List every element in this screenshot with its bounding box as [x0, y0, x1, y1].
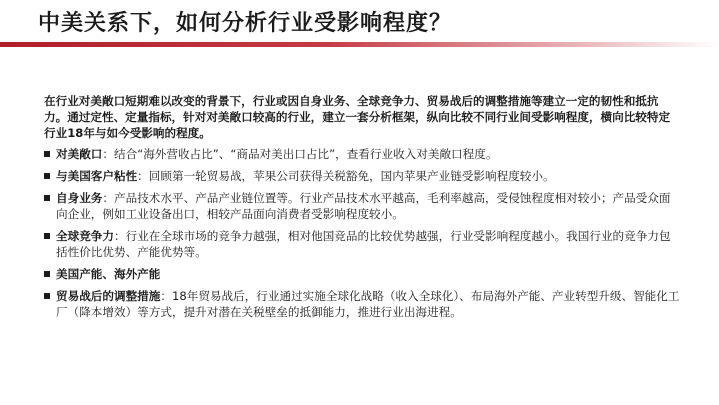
bullet-label: 全球竞争力	[56, 229, 114, 243]
bullet-text: 产品技术水平、产品产业链位置等。行业产品技术水平越高，毛利率越高，受侵蚀程度相对较小；产品受众面向企业，例如工业设备出口，相较产品面向消费者受影响程度较小。	[56, 191, 671, 221]
bullet-item	[44, 190, 680, 222]
bullet-label: 自身业务	[56, 191, 103, 205]
bullet-label: 与美国客户粘性	[56, 169, 138, 183]
bullet-item	[44, 168, 680, 184]
bullet-text: 18年贸易战后，行业通过实施全球化战略（收入全球化）、布局海外产能、产业转型升级、智能化工厂（降本增效）等方式，提升对潜在关税壁垒的抵御能力，推进行业出海进程。	[56, 289, 680, 319]
bullet-text: 行业在全球市场的竞争力越强，相对他国竞品的比较优势越强，行业受影响程度越小。我国行业的竞争力包括性价比优势、产能优势等。	[56, 229, 671, 259]
bullet-separator: ：	[113, 229, 126, 243]
bullet-text: 回顾第一轮贸易战，苹果公司获得关税豁免，国内苹果产业链受影响程度较小。	[148, 169, 555, 183]
bullet-separator: ：	[137, 169, 149, 183]
bullet-separator: ：	[102, 191, 114, 205]
bullet-separator: ：	[160, 289, 172, 303]
bullet-label: 对美敞口	[56, 147, 103, 161]
bullet-label: 美国产能、海外产能	[56, 267, 161, 281]
slide-body	[44, 93, 680, 326]
bullet-separator: ：	[102, 147, 114, 161]
bullet-item	[44, 228, 680, 260]
bullet-item	[44, 266, 680, 282]
intro-paragraph: 在行业对美敞口短期难以改变的背景下，行业或因自身业务、全球竞争力、贸易战后的调整措施等建立一定的韧性和抵抗力。通过定性、定量指标，针对对美敞口较高的行业，建立一套分析框架，纵向比较不同行业间受影响程度，横向比较特定行业18年与如今受影响的程度。	[44, 94, 671, 140]
bullet-label: 贸易战后的调整措施	[56, 289, 161, 303]
bullet-item	[44, 146, 680, 162]
title-divider	[0, 42, 719, 47]
slide-title: 中美关系下，如何分析行业受影响程度？	[38, 11, 453, 36]
bullet-item	[44, 288, 680, 320]
bullet-text: 结合“海外营收占比”、“商品对美出口占比”，查看行业收入对美敞口程度。	[114, 147, 498, 161]
